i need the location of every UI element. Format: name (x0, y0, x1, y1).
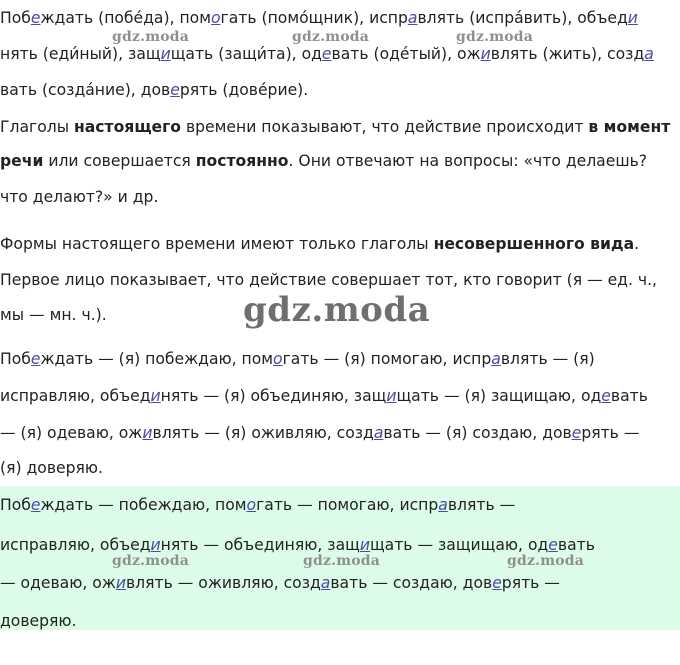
para5-line4 (0, 611, 76, 631)
text: нять — (я) объединяю, защ (160, 387, 387, 405)
para3-line3 (0, 305, 107, 325)
text: гать — помогаю, испр (256, 496, 439, 514)
watermark-logo: gdz.moda (303, 553, 381, 569)
marked-letter: и (627, 9, 638, 27)
para4-line3 (0, 423, 639, 443)
marked-letter: о (210, 9, 221, 27)
text: Поб (0, 350, 31, 368)
text: влять — (я) (500, 350, 595, 368)
bold-term: речи (0, 152, 44, 170)
para1-line2 (0, 44, 654, 64)
marked-letter: е (30, 9, 41, 27)
para2-line3 (0, 187, 158, 207)
text: вать — создаю, дов (330, 574, 493, 592)
marked-letter: и (150, 536, 161, 554)
text: исправляю, объед (0, 387, 151, 405)
para4-line4 (0, 458, 103, 478)
marked-letter: и (359, 536, 370, 554)
text: — одеваю, ож (0, 574, 116, 592)
text: что делают?» и др. (0, 188, 159, 206)
marked-letter: е (601, 387, 611, 405)
text: влять — (я) оживляю, созд (152, 424, 374, 442)
marked-letter: е (548, 536, 558, 554)
text: вать (610, 387, 648, 405)
para1-line3 (0, 80, 308, 100)
watermark-logo: gdz.moda (112, 553, 190, 569)
para5-line1 (0, 495, 515, 515)
para3-line1 (0, 234, 639, 254)
para5-line2 (0, 535, 595, 555)
text: мы — мн. ч.). (0, 306, 107, 324)
text: влять (жить), созд (490, 45, 645, 63)
text: доверяю. (0, 612, 77, 630)
text: времени показывают, что действие происходит (181, 118, 589, 136)
marked-letter: е (170, 81, 180, 99)
text: Поб (0, 9, 31, 27)
text: Поб (0, 496, 31, 514)
marked-letter: а (320, 574, 331, 592)
text: Глаголы (0, 118, 75, 136)
para1-line1 (0, 8, 638, 28)
bold-term: в момент (588, 118, 671, 136)
text: вать (созда́ние), дов (0, 81, 171, 99)
para3-line2 (0, 270, 657, 290)
marked-letter: и (142, 424, 153, 442)
marked-letter: е (30, 350, 41, 368)
text: щать (защи́та), од (170, 45, 322, 63)
text: (я) доверяю. (0, 459, 103, 477)
marked-letter: а (491, 350, 501, 368)
text: щать — (я) защищаю, од (396, 387, 602, 405)
text: вать (557, 536, 595, 554)
para2-line1 (0, 117, 670, 137)
watermark-logo: gdz.moda (507, 553, 585, 569)
text: рять — (581, 424, 640, 442)
text: или совершается (43, 152, 196, 170)
text: влять — оживляю, созд (125, 574, 321, 592)
marked-letter: а (407, 9, 418, 27)
marked-letter: е (492, 574, 502, 592)
text: влять — (447, 496, 516, 514)
marked-letter: а (438, 496, 448, 514)
text: вать — (я) создаю, дов (383, 424, 572, 442)
marked-letter: и (150, 387, 161, 405)
marked-letter: е (321, 45, 332, 63)
text: — (я) одеваю, ож (0, 424, 143, 442)
marked-letter: и (386, 387, 397, 405)
para4-line2 (0, 386, 648, 406)
bold-term: постоянно (195, 152, 289, 170)
marked-letter: и (480, 45, 491, 63)
marked-letter: е (30, 496, 41, 514)
text: влять (испра́вить), объед (417, 9, 628, 27)
bold-term: несовершенного вида (433, 235, 635, 253)
text: . (634, 235, 640, 253)
para2-line2 (0, 151, 647, 171)
text: . Они отвечают на вопросы: «что делаешь? (288, 152, 648, 170)
watermark-logo: gdz.moda (112, 29, 190, 45)
text: рять — (501, 574, 560, 592)
text: исправляю, объед (0, 536, 151, 554)
text: ждать (побе́да), пом (40, 9, 211, 27)
marked-letter: а (373, 424, 384, 442)
para5-line3 (0, 573, 560, 593)
bold-term: настоящего (74, 118, 181, 136)
marked-letter: и (160, 45, 171, 63)
text: Первое лицо показывает, что действие совершает тот, кто говорит (я — ед. ч., (0, 271, 658, 289)
text: вать (оде́тый), ож (331, 45, 481, 63)
marked-letter: о (273, 350, 283, 368)
text: ждать — (я) побеждаю, пом (40, 350, 274, 368)
text: нять (еди́ный), защ (0, 45, 161, 63)
marked-letter: о (246, 496, 257, 514)
text: щать — защищаю, од (369, 536, 549, 554)
text: нять — объединяю, защ (160, 536, 360, 554)
marked-letter: е (571, 424, 582, 442)
text: гать — (я) помогаю, испр (282, 350, 492, 368)
para4-line1 (0, 349, 595, 369)
watermark-logo-large: gdz.moda (243, 290, 431, 330)
text: гать (помо́щник), испр (220, 9, 408, 27)
text: рять (дове́рие). (179, 81, 309, 99)
marked-letter: и (115, 574, 126, 592)
watermark-logo: gdz.moda (456, 29, 534, 45)
marked-letter: а (644, 45, 654, 63)
watermark-logo: gdz.moda (292, 29, 370, 45)
text: ждать — побеждаю, пом (40, 496, 247, 514)
text: Формы настоящего времени имеют только глаголы (0, 235, 434, 253)
